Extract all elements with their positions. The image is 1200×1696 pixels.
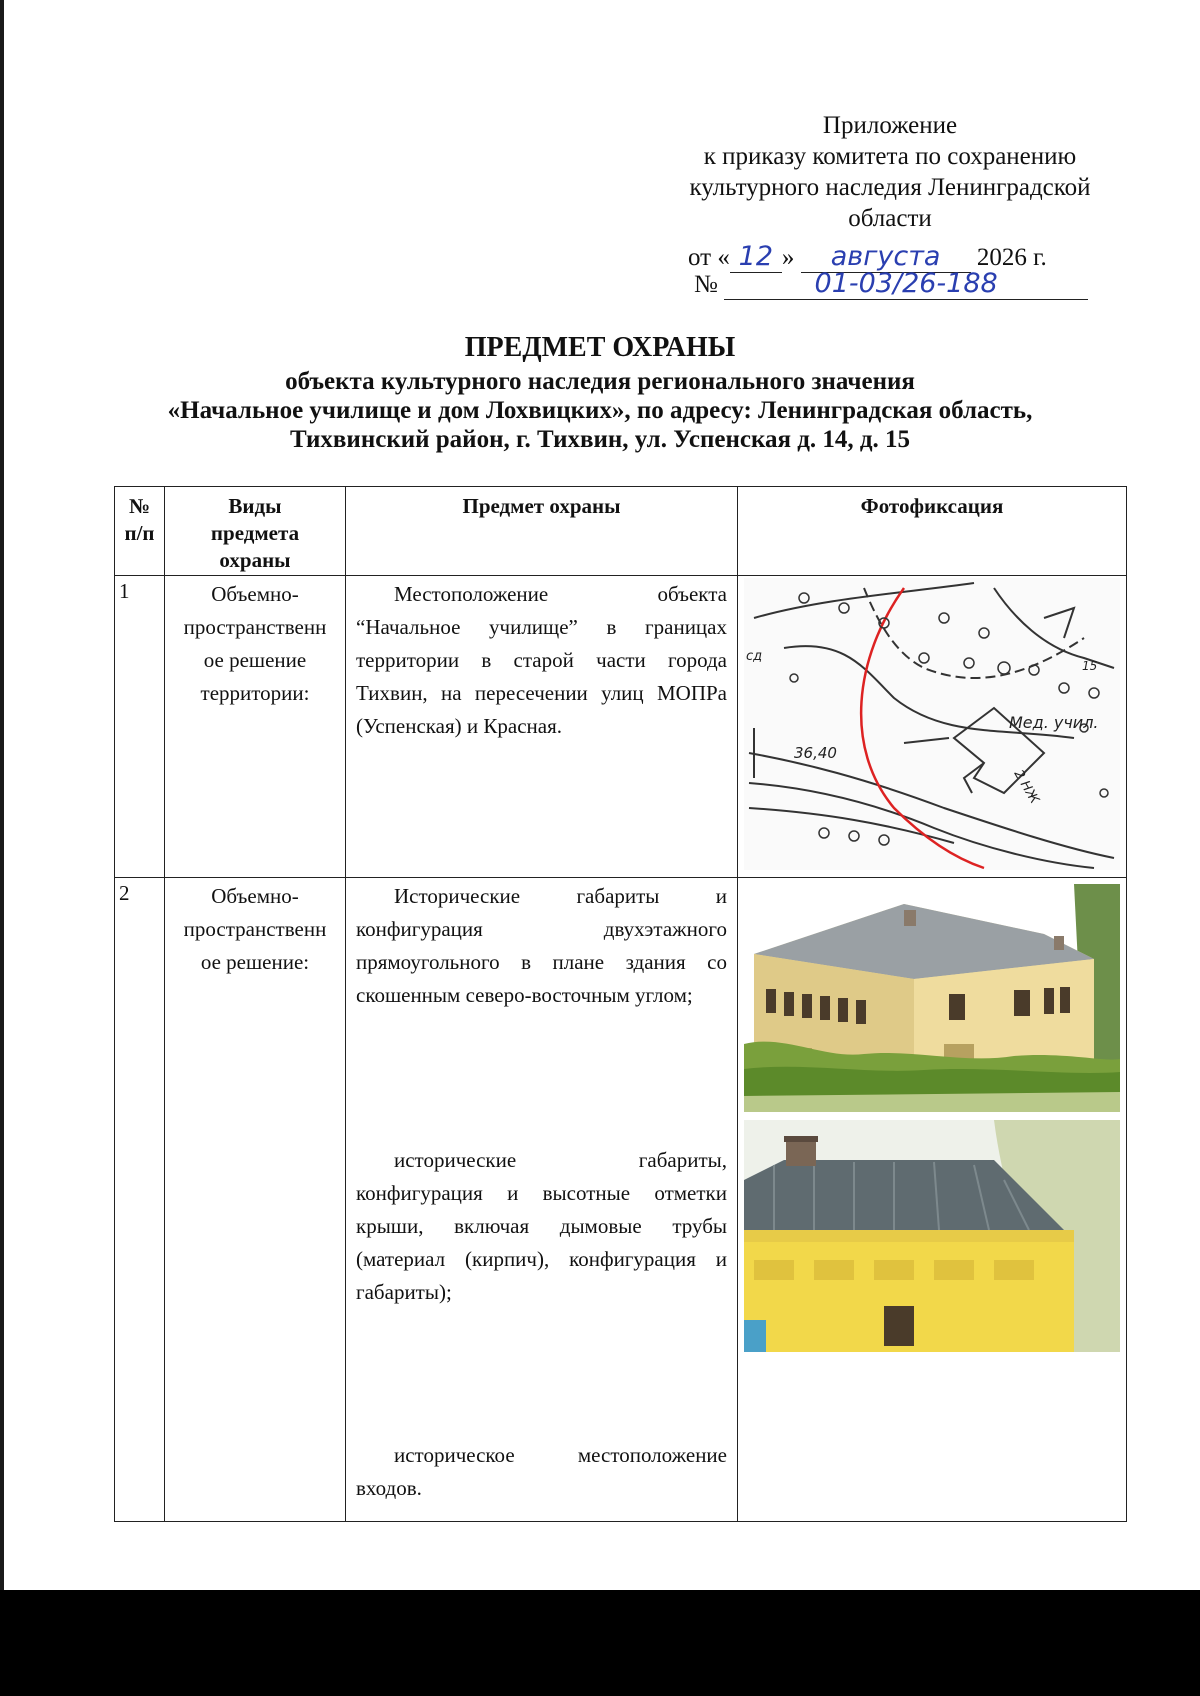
date-prefix: от « [688, 244, 730, 271]
header-subject: Предмет охраны [346, 487, 738, 576]
date-mid: » [781, 244, 795, 271]
header-num [115, 487, 165, 576]
doc-title: ПРЕДМЕТ ОХРАНЫ [464, 332, 736, 363]
doc-subtitle-3: Тихвинский район, г. Тихвин, ул. Успенская д. 14, д. 15 [289, 426, 911, 453]
map-label: 2 НЖ [1010, 767, 1042, 807]
building-photo-roof [744, 1120, 1120, 1352]
map-label: 36,40 [794, 744, 837, 762]
map-label: Мед. учил. [1009, 713, 1099, 732]
header-kind [165, 487, 346, 576]
subject-paragraph: Исторические габариты и конфигурация двухэтажного прямоугольного в плане здания со скошенным северо-восточным углом; [356, 884, 727, 1007]
kind-line: Объемно- [211, 582, 299, 606]
kind-line: пространственн [183, 615, 327, 639]
row-photo [738, 878, 1127, 1522]
doc-subtitle-2: «Начальное училище и дом Лохвицких», по адресу: Ленинградская область, [167, 397, 1033, 424]
row-subject [346, 878, 738, 1522]
building-photo-facade [744, 884, 1120, 1112]
header-photo: Фотофиксация [738, 487, 1127, 576]
approval-line-4: области [848, 205, 932, 232]
kind-line: ое решение [203, 648, 307, 672]
row-number: 2 [115, 878, 165, 1522]
row-kind [165, 576, 346, 878]
row-photo [738, 576, 1127, 878]
row-number: 1 [115, 576, 165, 878]
date-month: августа [830, 241, 941, 272]
approval-line-3: культурного наследия Ленинградской [689, 174, 1091, 201]
map-label: 15 [1082, 659, 1098, 673]
kind-line: пространственн [183, 917, 327, 941]
subject-paragraph: Местоположение объекта “Начальное училище” в границах территории в старой части города Тихвин, на пересечении улиц МОПРа (Успенская) и Красная. [356, 582, 727, 738]
subject-paragraph: исторические габариты, конфигурация и высотные отметки крыши, включая дымовые трубы (материал (кирпич), конфигурация и габариты); [356, 1148, 727, 1304]
approval-line-2: к приказу комитета по сохранению [703, 143, 1077, 170]
kind-line: Объемно- [211, 884, 299, 908]
header-num-line-2: п/п [124, 521, 155, 545]
site-map-image [744, 578, 1120, 870]
header-kind-line-3: охраны [219, 548, 291, 572]
header-kind-line-1: Виды [228, 494, 282, 518]
row-kind [165, 878, 346, 1522]
scan-bottom-border [0, 1590, 1200, 1696]
kind-line: ое решение: [200, 950, 310, 974]
map-label: сд [746, 649, 763, 664]
date-day: 12 [738, 241, 774, 272]
scan-edge [0, 0, 4, 1696]
doc-subtitle-1: объекта культурного наследия регионального значения [285, 368, 915, 395]
header-num-line-1: № [128, 494, 151, 518]
table-row [115, 878, 1127, 1522]
header-kind-line-2: предмета [210, 521, 300, 545]
table-header-row [115, 487, 1127, 576]
number-prefix: № [694, 271, 718, 298]
approval-line-1: Приложение [822, 112, 958, 139]
kind-line: территории: [200, 681, 310, 705]
date-year: 2026 г. [976, 244, 1047, 271]
order-number [694, 268, 1088, 300]
subject-paragraph: историческое местоположение входов. [356, 1443, 727, 1500]
protection-table [114, 486, 1127, 1522]
approval-block [640, 110, 1140, 234]
table-row [115, 576, 1127, 878]
row-subject [346, 576, 738, 878]
number-value: 01-03/26-188 [814, 268, 998, 299]
